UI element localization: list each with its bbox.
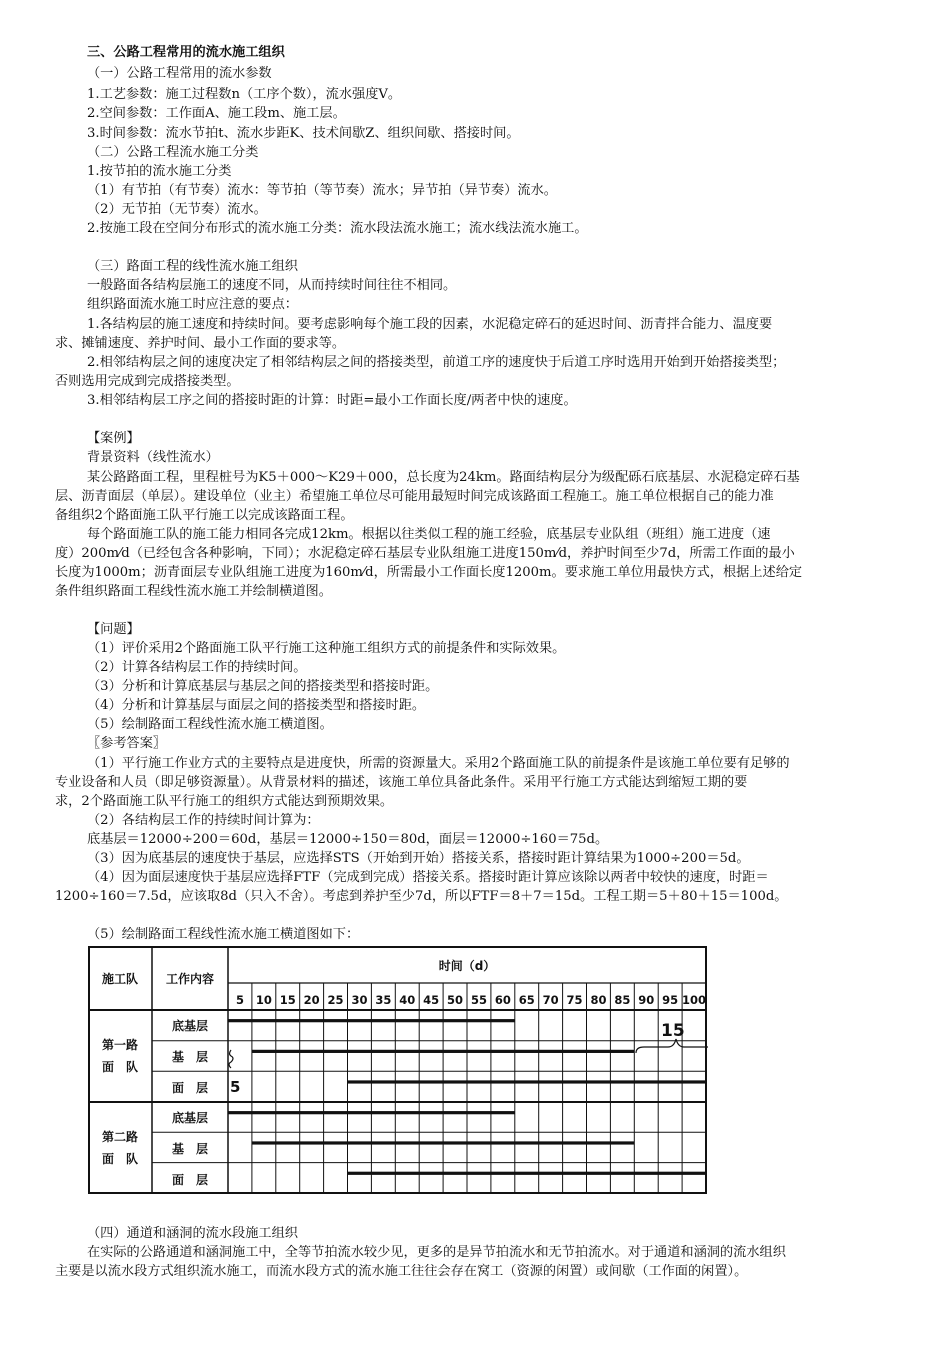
gantt-bar-1-2 bbox=[252, 1050, 634, 1053]
paragraph-line: 背景资料（线性流水） bbox=[87, 450, 219, 465]
paragraph-line: 3.相邻结构层工序之间的搭接时距的计算：时距=最小工作面长度/两者中快的速度。 bbox=[87, 393, 577, 408]
paragraph-line: 1.各结构层的施工速度和持续时间。要考虑影响每个施工段的因素，水泥稳定碎石的延迟时间、沥青拌合能力、温度要 bbox=[87, 317, 773, 332]
subsection-heading: （一）公路工程常用的流水参数 bbox=[87, 66, 272, 81]
case-heading: 【案例】 bbox=[87, 431, 140, 446]
work-label: 基 层 bbox=[171, 1142, 209, 1156]
answer-heading: 〖参考答案〗 bbox=[87, 736, 167, 751]
team1-name: 第一路 bbox=[101, 1038, 139, 1052]
time-header: 时间（d） bbox=[438, 959, 496, 973]
paragraph-line: 1200÷160＝7.5d，应该取8d（只入不舍）。考虑到养护至少7d，所以FTF＝8＋7＝15d。工程工期＝5＋80＋15＝100d。 bbox=[55, 889, 788, 904]
paragraph-line: 度）200m⁄d（已经包含各种影响，下同）；水泥稳定碎石基层专业队组施工进度150m⁄d，养护时间至少7d，所需工作面的最小 bbox=[55, 546, 795, 561]
section-heading: 三、公路工程常用的流水施工组织 bbox=[87, 45, 285, 60]
paragraph-line: （5）绘制路面工程线性流水施工横道图。 bbox=[87, 717, 333, 732]
tick-label: 75 bbox=[566, 993, 583, 1007]
tick-label: 70 bbox=[542, 993, 559, 1007]
tick-label: 25 bbox=[327, 993, 344, 1007]
paragraph-line: 2.按施工段在空间分布形式的流水施工分类：流水段法流水施工；流水线法流水施工。 bbox=[87, 221, 588, 236]
paragraph-line: 3.时间参数：流水节拍t、流水步距K、技术间歇Z、组织间歇、搭接时间。 bbox=[87, 126, 520, 141]
gantt-bar-2-2 bbox=[252, 1141, 634, 1144]
tick-label: 50 bbox=[447, 993, 464, 1007]
tick-label: 10 bbox=[255, 993, 272, 1007]
tick-label: 35 bbox=[375, 993, 392, 1007]
paragraph-line: 求，2个路面施工队平行施工的组织方式能达到预期效果。 bbox=[55, 794, 394, 809]
gantt-bar-2-3 bbox=[348, 1172, 707, 1175]
paragraph-line: 组织路面流水施工时应注意的要点： bbox=[87, 297, 298, 312]
tick-label: 45 bbox=[423, 993, 440, 1007]
paragraph-line: 条件组织路面工程线性流水施工并绘制横道图。 bbox=[55, 584, 332, 599]
team1-name: 面 队 bbox=[101, 1060, 139, 1074]
paragraph-line: 某公路路面工程，里程桩号为K5＋000～K29＋000，总长度为24km。路面结构层分为级配砾石底基层、水泥稳定碎石基 bbox=[87, 470, 800, 485]
sts-lag-label: 5 bbox=[230, 1078, 241, 1096]
work-label: 面 层 bbox=[171, 1081, 209, 1095]
tick-label: 80 bbox=[590, 993, 607, 1007]
tick-label: 95 bbox=[662, 993, 679, 1007]
tick-label: 85 bbox=[614, 993, 631, 1007]
subsection-heading: （四）通道和涵洞的流水段施工组织 bbox=[87, 1226, 298, 1241]
work-label: 基 层 bbox=[171, 1050, 209, 1064]
paragraph-line: （2）计算各结构层工作的持续时间。 bbox=[87, 660, 307, 675]
paragraph-line: 每个路面施工队的施工能力相同各完成12km。根据以往类似工程的施工经验，底基层专业队组（班组）施工进度（速 bbox=[87, 527, 771, 542]
paragraph-line: （2）无节拍（无节奏）流水。 bbox=[87, 202, 267, 217]
work-label: 底基层 bbox=[171, 1019, 209, 1033]
tick-label: 60 bbox=[494, 993, 511, 1007]
paragraph-line: 2.相邻结构层之间的速度决定了相邻结构层之间的搭接类型，前道工序的速度快于后道工序时选用开始到开始搭接类型； bbox=[87, 355, 786, 370]
paragraph-line: （4）分析和计算基层与面层之间的搭接类型和搭接时距。 bbox=[87, 698, 426, 713]
paragraph-line: 1.按节拍的流水施工分类 bbox=[87, 164, 232, 179]
tick-label: 90 bbox=[638, 993, 655, 1007]
work-label: 底基层 bbox=[171, 1111, 209, 1125]
tick-label: 55 bbox=[470, 993, 487, 1007]
gantt-bar-2-1 bbox=[228, 1111, 515, 1114]
tick-label: 40 bbox=[399, 993, 416, 1007]
tick-label: 65 bbox=[518, 993, 535, 1007]
paragraph-line: 1.工艺参数：施工过程数n（工序个数），流水强度V。 bbox=[87, 87, 402, 102]
tick-label: 20 bbox=[303, 993, 320, 1007]
tick-label: 30 bbox=[351, 993, 368, 1007]
paragraph-line: 主要是以流水段方式组织流水施工，而流水段方式的流水施工往往会存在窝工（资源的闲置）或间歇（工作面的闲置）。 bbox=[55, 1264, 748, 1279]
gantt-bar-1-1 bbox=[228, 1019, 515, 1022]
paragraph-line: 备组织2个路面施工队平行施工以完成该路面工程。 bbox=[55, 508, 354, 523]
paragraph-line: 否则选用完成到完成搭接类型。 bbox=[55, 374, 240, 389]
question-heading: 【问题】 bbox=[87, 622, 140, 637]
paragraph-line: （3）因为底基层的速度快于基层，应选择STS（开始到开始）搭接关系，搭接时距计算结果为1000÷200＝5d。 bbox=[87, 851, 750, 866]
gantt-bar-1-3 bbox=[348, 1080, 707, 1083]
paragraph-line: （1）评价采用2个路面施工队平行施工这种施工组织方式的前提条件和实际效果。 bbox=[87, 641, 566, 656]
work-label: 面 层 bbox=[171, 1173, 209, 1187]
paragraph-line: （2）各结构层工作的持续时间计算为： bbox=[87, 813, 320, 828]
team2-name: 第二路 bbox=[101, 1130, 139, 1144]
ftf-lag-label: 15 bbox=[661, 1021, 685, 1041]
paragraph-line: （1）有节拍（有节奏）流水：等节拍（等节奏）流水；异节拍（异节奏）流水。 bbox=[87, 183, 557, 198]
paragraph-line: 底基层＝12000÷200＝60d，基层＝12000÷150＝80d，面层＝12000÷160＝75d。 bbox=[87, 832, 609, 847]
paragraph-line: （5）绘制路面工程线性流水施工横道图如下： bbox=[87, 927, 360, 942]
paragraph-line: 在实际的公路通道和涵洞施工中，全等节拍流水较少见，更多的是异节拍流水和无节拍流水。对于通道和涵洞的流水组织 bbox=[87, 1245, 786, 1260]
col-team-header: 施工队 bbox=[101, 972, 139, 986]
paragraph-line: 专业设备和人员（即足够资源量）。从背景材料的描述，该施工单位具备此条件。采用平行施工方式能达到缩短工期的要 bbox=[55, 775, 748, 790]
paragraph-line: 一般路面各结构层施工的速度不同，从而持续时间往往不相同。 bbox=[87, 278, 457, 293]
sts-brace bbox=[229, 1050, 233, 1068]
team2-name: 面 队 bbox=[101, 1152, 139, 1166]
paragraph-line: 层、沥青面层（单层）。建设单位（业主）希望施工单位尽可能用最短时间完成该路面工程施工。施工单位根据自己的能力准 bbox=[55, 489, 774, 504]
paragraph-line: （3）分析和计算底基层与基层之间的搭接类型和搭接时距。 bbox=[87, 679, 439, 694]
paragraph-line: （4）因为面层速度快于基层应选择FTF（完成到完成）搭接关系。搭接时距计算应该除以两者中较快的速度，时距＝ bbox=[87, 870, 769, 885]
tick-label: 15 bbox=[279, 993, 296, 1007]
tick-label: 100 bbox=[682, 993, 707, 1007]
subsection-heading: （三）路面工程的线性流水施工组织 bbox=[87, 259, 298, 274]
col-work-header: 工作内容 bbox=[165, 972, 215, 986]
tick-label: 5 bbox=[235, 993, 244, 1007]
paragraph-line: 2.空间参数：工作面A、施工段m、施工层。 bbox=[87, 106, 346, 121]
paragraph-line: 长度为1000m；沥青面层专业队组施工进度为160m⁄d，所需最小工作面长度1200m。要求施工单位用最快方式，根据上述给定 bbox=[55, 565, 803, 580]
paragraph-line: 求、摊铺速度、养护时间、最小工作面的要求等。 bbox=[55, 336, 346, 351]
subsection-heading: （二）公路工程流水施工分类 bbox=[87, 145, 259, 160]
gantt-chart bbox=[88, 946, 708, 1196]
paragraph-line: （1）平行施工作业方式的主要特点是进度快，所需的资源量大。采用2个路面施工队的前提条件是该施工单位要有足够的 bbox=[87, 756, 790, 771]
